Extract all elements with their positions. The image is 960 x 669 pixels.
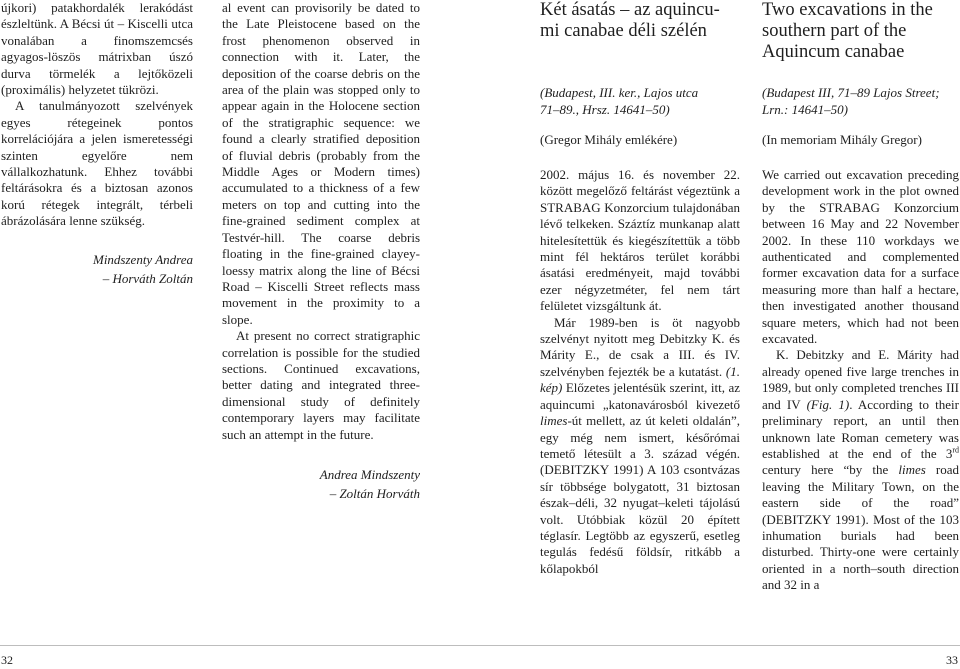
body-paragraph: A tanulmányozott szelvények egyes rétegeinek pontos korrelációjára a jelen ismeretességi szinten egyelőre nem vállalkozhatunk. Ehhez további feltárásokra és a biztosan azonos korú rétegek integrált, térbeli ábrázolására lenne szükség.	[1, 98, 193, 229]
body-paragraph: At present no correct stratigraphic correlation is possible for the studied sections. Continued excavations, better dating and integrated three-dimensional study of definitely contemporary layers may facilitate such an attempt in the future.	[222, 328, 420, 442]
article-title: Two excavations in the southern part of the Aquincum canabae	[762, 0, 933, 62]
body-paragraph: újkori) patakhordalék lerakódást észleltünk. A Bécsi út – Kiscelli utca vonalában a finomszemcsés agyagos-löszös mátrixban úszó durva törmelék a lejtőközeli (proximális) helyzetet tükrözi.	[1, 0, 193, 98]
memoriam-line: (In memoriam Mihály Gregor)	[762, 132, 922, 147]
column-english-conclusion	[222, 0, 420, 503]
page-bottom-rule	[0, 645, 960, 646]
body-paragraph: We carried out excavation preceding development work in the plot owned by the STRABAG Konzorcium between 16 May and 22 November 2002. In these 110 workdays we authenticated and complemented former excavation data for a surface measuring more than half a hectare, then investigated another thousand square meters, which had not been excavated.	[762, 167, 959, 347]
location-line: (Budapest, III. ker., Lajos utca	[540, 85, 699, 100]
location-line: Lrn.: 14641–50)	[762, 102, 848, 117]
author-signature: Mindszenty Andrea	[92, 251, 193, 267]
location-line: 71–89., Hrsz. 14641–50)	[540, 102, 670, 117]
column-hungarian-conclusion	[1, 0, 193, 288]
figure-reference: (Fig. 1)	[806, 396, 850, 412]
author-signature: – Horváth Zoltán	[102, 270, 193, 286]
location-line: (Budapest III, 71–89 Lajos Street;	[762, 85, 940, 100]
body-paragraph: 2002. május 16. és november 22. között megelőző feltárást végeztünk a STRABAG Konzorcium tulajdonában lévő telkeken. Száztíz munkanap alatt hitelesítettük és kiegészítettük a több mint fél hektáros terület korábbi ásatási eredményeit, majd további ezer négyzetméter, fel nem tárt felületet vizsgáltunk át.	[540, 167, 740, 314]
figure-reference: (1. kép)	[540, 363, 740, 396]
author-signature: Andrea Mindszenty	[319, 466, 420, 482]
column-hungarian-article	[540, 0, 740, 577]
page-number-left: 32	[1, 653, 13, 667]
body-paragraph: Már 1989-ben is öt nagyobb szelvényt nyitott meg Debitzky K. és Márity E., de csak a III. és IV. szelvényben fejezték be a kutatást. (1. kép) Előzetes jelentésük szerint, itt, az aquincumi „katonavárosból kivezető limes-út mellett, az út keleti oldalán”, egy még nem ismert, későrómai temető létesült a 3. század végén. (DEBITZKY 1991) A 103 csontvázas sír többsége bolygatott, 31 biztosan észak–déli, 32 nyugat–keleti tájolású volt. Utóbbiak közül 20 épített téglasír. Legtöbb az egyszerű, esetleg tegulás fedésű földsír, ritkább a kőlapokból	[540, 314, 740, 576]
body-paragraph: al event can provisorily be dated to the Late Pleistocene based on the frost phenomenon observed in connection with it. Later, the deposition of the coarse debris on the area of the plain was stopped only to appear again in the Holocene section of the stratigraphic sequence: we found a clearly stratified deposition of fluvial debris (probably from the Middle Ages or Modern times) accumulated to a thickness of a few meters on top and cutting into the fine-grained sediment complex at Testvér-hill. The coarse debris floating in the fine-grained clayey-loessy matrix along the line of Bécsi Road – Kiscelli Street reflects mass movement in the proximity to a slope.	[222, 0, 420, 327]
page-number-right: 33	[946, 653, 958, 667]
author-signature: – Zoltán Horváth	[329, 485, 420, 501]
column-english-article	[762, 0, 959, 594]
article-title: Két ásatás – az aquincu- mi canabae déli szélén	[540, 0, 720, 41]
body-paragraph: K. Debitzky and E. Márity had already opened five large trenches in 1989, but only completed trenches III and IV (Fig. 1). According to their preliminary report, an until then unknown late Roman cemetery was established at the end of the 3rd century here “by the limes road leaving the Military Town, on the eastern side of the road” (DEBITZKY 1991). Most of the 103 inhumation burials had been disturbed. Thirty-one were certainly oriented in a north–south direction and 32 in a	[762, 347, 959, 593]
memoriam-line: (Gregor Mihály emlékére)	[540, 132, 678, 147]
